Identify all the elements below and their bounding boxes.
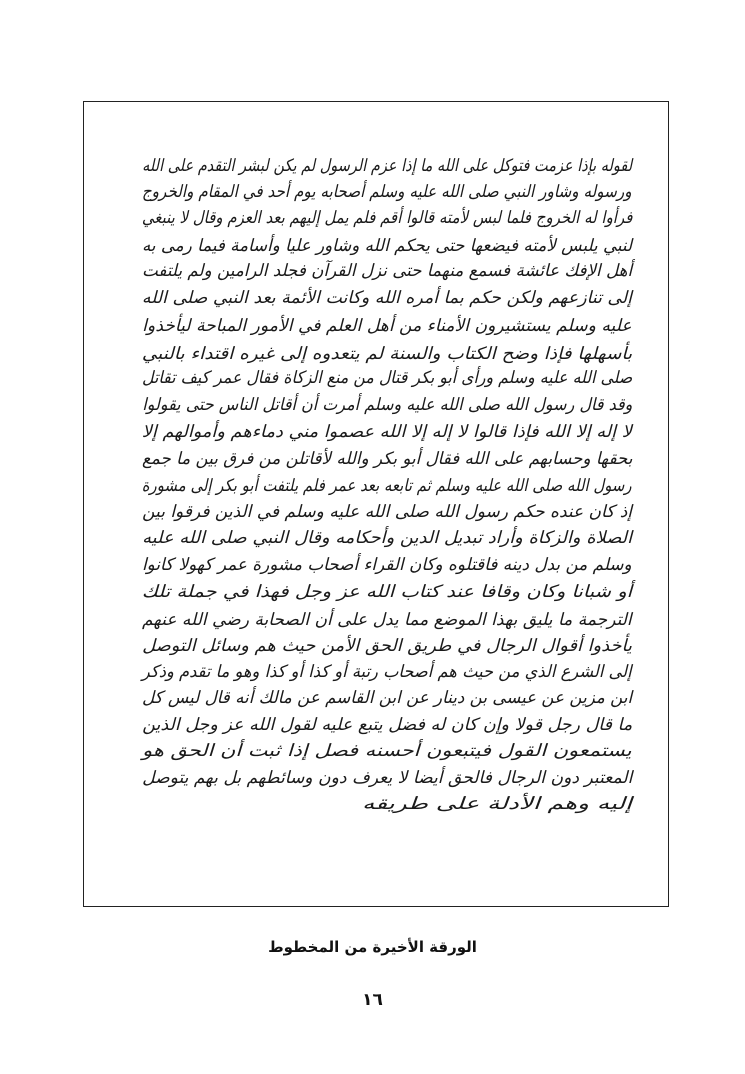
manuscript-line: فرأوا له الخروج فلما لبس لأمته قالوا أقم فلم يمل إليهم بعد العزم وقال لا ينبغي xyxy=(141,208,632,228)
manuscript-line: إليه وهم الأدلة على طريقه xyxy=(362,794,632,814)
manuscript-frame xyxy=(83,101,669,907)
manuscript-line: رسول الله صلى الله عليه وسلم ثم تابعه بعد عمر فلم يلتفت أبو بكر إلى مشورة xyxy=(142,476,632,496)
manuscript-line: أهل الإفك عائشة فسمع منهما حتى نزل القرآن فجلد الرامين ولم يلتفت xyxy=(141,261,632,281)
manuscript-line: الصلاة والزكاة وأراد تبديل الدين وأحكامه وقال النبي صلى الله عليه xyxy=(142,528,632,548)
manuscript-line: المعتبر دون الرجال فالحق أيضا لا يعرف دون وسائطهم بل بهم يتوصل xyxy=(141,768,632,788)
manuscript-line: صلى الله عليه وسلم ورأى أبو بكر قتال من منع الزكاة فقال عمر كيف تقاتل xyxy=(141,368,632,388)
manuscript-line: ابن مزين عن عيسى بن دينار عن ابن القاسم عن مالك أنه قال ليس كل xyxy=(141,688,632,708)
manuscript-line: إلى الشرع الذي من حيث هم أصحاب رتبة أو كذا أو كذا وهو ما تقدم وذكر xyxy=(142,662,632,682)
manuscript-line: بأسهلها فإذا وضح الكتاب والسنة لم يتعدوه إلى غيره اقتداء بالنبي xyxy=(141,344,632,364)
manuscript-line: وقد قال رسول الله صلى الله عليه وسلم أمرت أن أقاتل الناس حتى يقولوا xyxy=(141,395,632,415)
manuscript-line: لنبي يلبس لأمته فيضعها حتى يحكم الله وشاور عليا وأسامة فيما رمى به xyxy=(141,236,632,256)
manuscript-line: يستمعون القول فيتبعون أحسنه فصل إذا ثبت أن الحق هو xyxy=(142,741,632,761)
manuscript-line: إلى تنازعهم ولكن حكم بما أمره الله وكانت الأئمة بعد النبي صلى الله xyxy=(141,288,632,308)
manuscript-line: لقوله بإذا عزمت فتوكل على الله ما إذا عزم الرسول لم يكن لبشر التقدم على الله xyxy=(141,156,632,176)
manuscript-line: إذ كان عنده حكم رسول الله صلى الله عليه وسلم في الذين فرقوا بين xyxy=(142,502,632,522)
manuscript-line: يأخذوا أقوال الرجال في طريق الحق الأمن حيث هم وسائل التوصل xyxy=(142,636,632,656)
manuscript-line: بحقها وحسابهم على الله فقال أبو بكر والله لأقاتلن من فرق بين ما جمع xyxy=(141,449,632,469)
manuscript-line: ورسوله وشاور النبي صلى الله عليه وسلم أصحابه يوم أحد في المقام والخروج xyxy=(142,182,632,202)
manuscript-line: وسلم من بدل دينه فاقتلوه وكان القراء أصحاب مشورة عمر كهولا كانوا xyxy=(142,555,632,575)
manuscript-line: عليه وسلم يستشيرون الأمناء من أهل العلم في الأمور المباحة ليأخذوا xyxy=(142,316,632,336)
manuscript-line: أو شبانا وكان وقافا عند كتاب الله عز وجل فهذا في جملة تلك xyxy=(141,582,632,602)
manuscript-text-block xyxy=(142,148,632,868)
manuscript-line: ما قال رجل قولا وإن كان له فضل يتبع عليه لقول الله عز وجل الذين xyxy=(141,715,632,735)
page-number: ١٦ xyxy=(362,990,383,1010)
manuscript-line: لا إله إلا الله فإذا قالوا لا إله إلا الله عصموا مني دماءهم وأموالهم إلا xyxy=(141,422,632,442)
page-caption: الورقة الأخيرة من المخطوط xyxy=(268,938,477,956)
manuscript-line: الترجمة ما يليق بهذا الموضع مما يدل على أن الصحابة رضي الله عنهم xyxy=(142,610,632,630)
